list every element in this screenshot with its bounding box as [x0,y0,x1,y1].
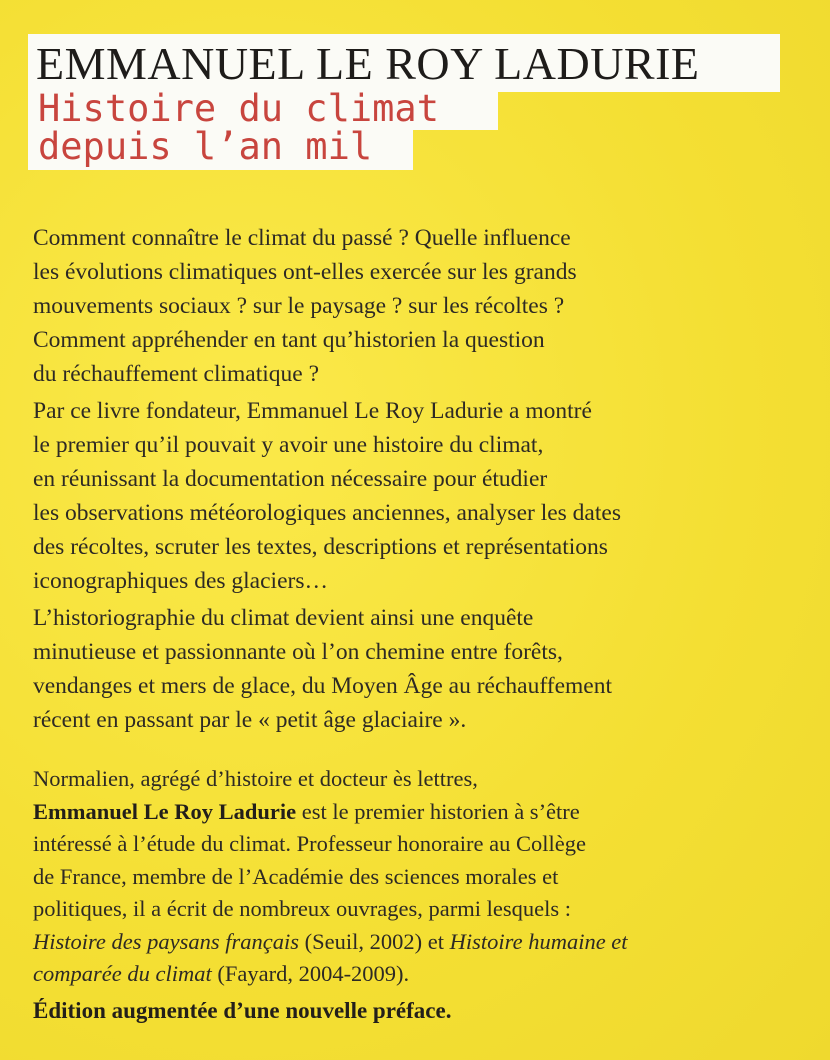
text-fragment: est le premier historien à s’être [296,798,580,824]
book-title-line-2: depuis l’an mil [38,125,373,168]
text-line: récent en passant par le « petit âge glaciaire ». [33,707,467,733]
text-line [33,926,793,959]
text-line [33,958,793,991]
text-line: des récoltes, scruter les textes, descriptions et représentations [33,534,608,560]
text-line: le premier qu’il pouvait y avoir une histoire du climat, [33,432,544,458]
text-line: intéressé à l’étude du climat. Professeur honoraire au Collège [33,831,586,856]
text-line [33,796,793,829]
blurb-paragraph-3 [33,601,793,737]
text-line: Comment connaître le climat du passé ? Quelle influence [33,225,571,251]
text-line: les observations météorologiques anciennes, analyser les dates [33,500,621,526]
book-title-italic: Histoire humaine et [449,928,628,954]
text-fragment: (Fayard, 2004-2009). [211,961,410,986]
author-biography [33,763,793,991]
book-title-italic: comparée du climat [33,961,212,986]
text-line: iconographiques des glaciers… [33,568,328,594]
edition-note: Édition augmentée d’une nouvelle préface. [33,998,452,1023]
text-line: minutieuse et passionnante où l’on chemine entre forêts, [33,639,563,665]
text-line: mouvements sociaux ? sur le paysage ? sur les récoltes ? [33,293,565,319]
book-title-italic: Histoire des paysans français [33,928,300,954]
text-line: vendanges et mers de glace, du Moyen Âge au réchauffement [33,673,612,699]
text-line: Normalien, agrégé d’histoire et docteur ès lettres, [33,766,478,791]
author-name: EMMANUEL LE ROY LADURIE [36,38,700,89]
text-line: politiques, il a écrit de nombreux ouvrages, parmi lesquels : [33,896,571,921]
book-title-line-1: Histoire du climat [38,87,439,130]
text-line: du réchauffement climatique ? [33,361,320,387]
text-fragment: (Seuil, 2002) et [299,928,450,954]
blurb-paragraph-1 [33,221,793,391]
text-line: les évolutions climatiques ont-elles exercée sur les grands [33,259,577,285]
text-line: de France, membre de l’Académie des sciences morales et [33,863,559,889]
text-line: Par ce livre fondateur, Emmanuel Le Roy Ladurie a montré [33,398,592,424]
author-name-bold: Emmanuel Le Roy Ladurie [33,798,297,824]
text-line: L’historiographie du climat devient ainsi une enquête [33,605,534,631]
blurb-paragraph-2 [33,394,793,598]
text-line: Comment appréhender en tant qu’historien la question [33,327,545,353]
text-line: en réunissant la documentation nécessaire pour étudier [33,466,548,492]
